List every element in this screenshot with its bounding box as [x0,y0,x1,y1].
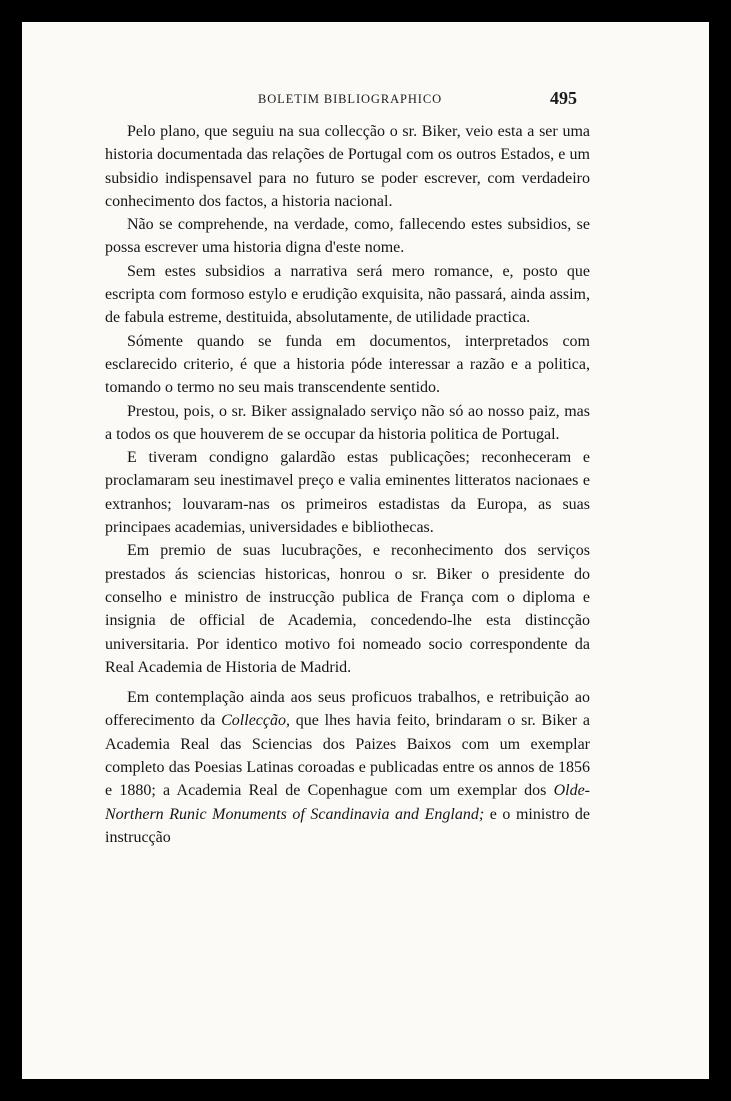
paragraph-8 [105,686,590,849]
book-page [22,22,709,1079]
paragraph-6: E tiveram condigno galardão estas publicações; reconheceram e proclamaram seu inestimavel preço e valia eminentes litteratos nacionaes e extranhos; louvaram-nas os primeiros estadistas da Europa, as suas principaes academias, universidades e bibliothecas. [105,449,590,537]
paragraph-3: Sem estes subsidios a narrativa será mero romance, e, posto que escripta com formoso estylo e erudição exquisita, não passará, ainda assim, de fabula estreme, destituida, absolutamente, de utilidade practica. [105,262,590,327]
paragraph-7: Em premio de suas lucubrações, e reconhecimento dos serviços prestados ás sciencias historicas, honrou o sr. Biker o presidente do conselho e ministro de instrucção publica de França com o diploma e insignia de official de Academia, concedendo-lhe esta distincção universitaria. Por identico motivo foi nomeado socio correspondente da Real Academia de Historia de Madrid. [105,542,590,676]
paragraph-4: Sómente quando se funda em documentos, interpretados com esclarecido criterio, é que a historia póde interessar a razão e a politica, tomando o termo no seu mais transcendente sentido. [105,332,590,397]
paragraph-1: Pelo plano, que seguiu na sua collecção o sr. Biker, veio esta a ser uma historia documentada das relações de Portugal com os outros Estados, e um subsidio indispensavel para no futuro se poder escrever, com verdadeiro conhecimento dos factos, a historia nacional. [105,123,590,210]
paragraph-5: Prestou, pois, o sr. Biker assignalado serviço não só ao nosso paiz, mas a todos os que houverem de se occupar da historia politica de Portugal. [105,402,590,443]
collection-title-italic: Collecção, [221,712,290,730]
page-header [22,88,709,112]
runic-monuments-title-italic: Olde-Northern Runic Monuments of Scandinavia and England; [105,782,590,823]
paragraph-8-text-2: que lhes havia feito, brindaram o sr. Biker a Academia Real das Sciencias dos Paizes Baixos com um exemplar completo das Poesias Latinas coroadas e publicadas entre os annos de 1856 e 1880; a Academia Real de Copenhague com um exemplar dos [105,712,590,800]
paragraph-8-text-1: Em contemplação ainda aos seus proficuos trabalhos, e retribuição ao offerecimento da [105,689,590,730]
paragraph-2: Não se comprehende, na verdade, como, fallecendo estes subsidios, se possa escrever uma historia digna d'este nome. [105,216,590,257]
running-title: BOLETIM BIBLIOGRAPHICO [258,92,443,106]
body-text [105,120,590,849]
paragraph-8-text-3: e o ministro de instrucção [105,805,590,846]
page-number: 495 [550,88,577,108]
